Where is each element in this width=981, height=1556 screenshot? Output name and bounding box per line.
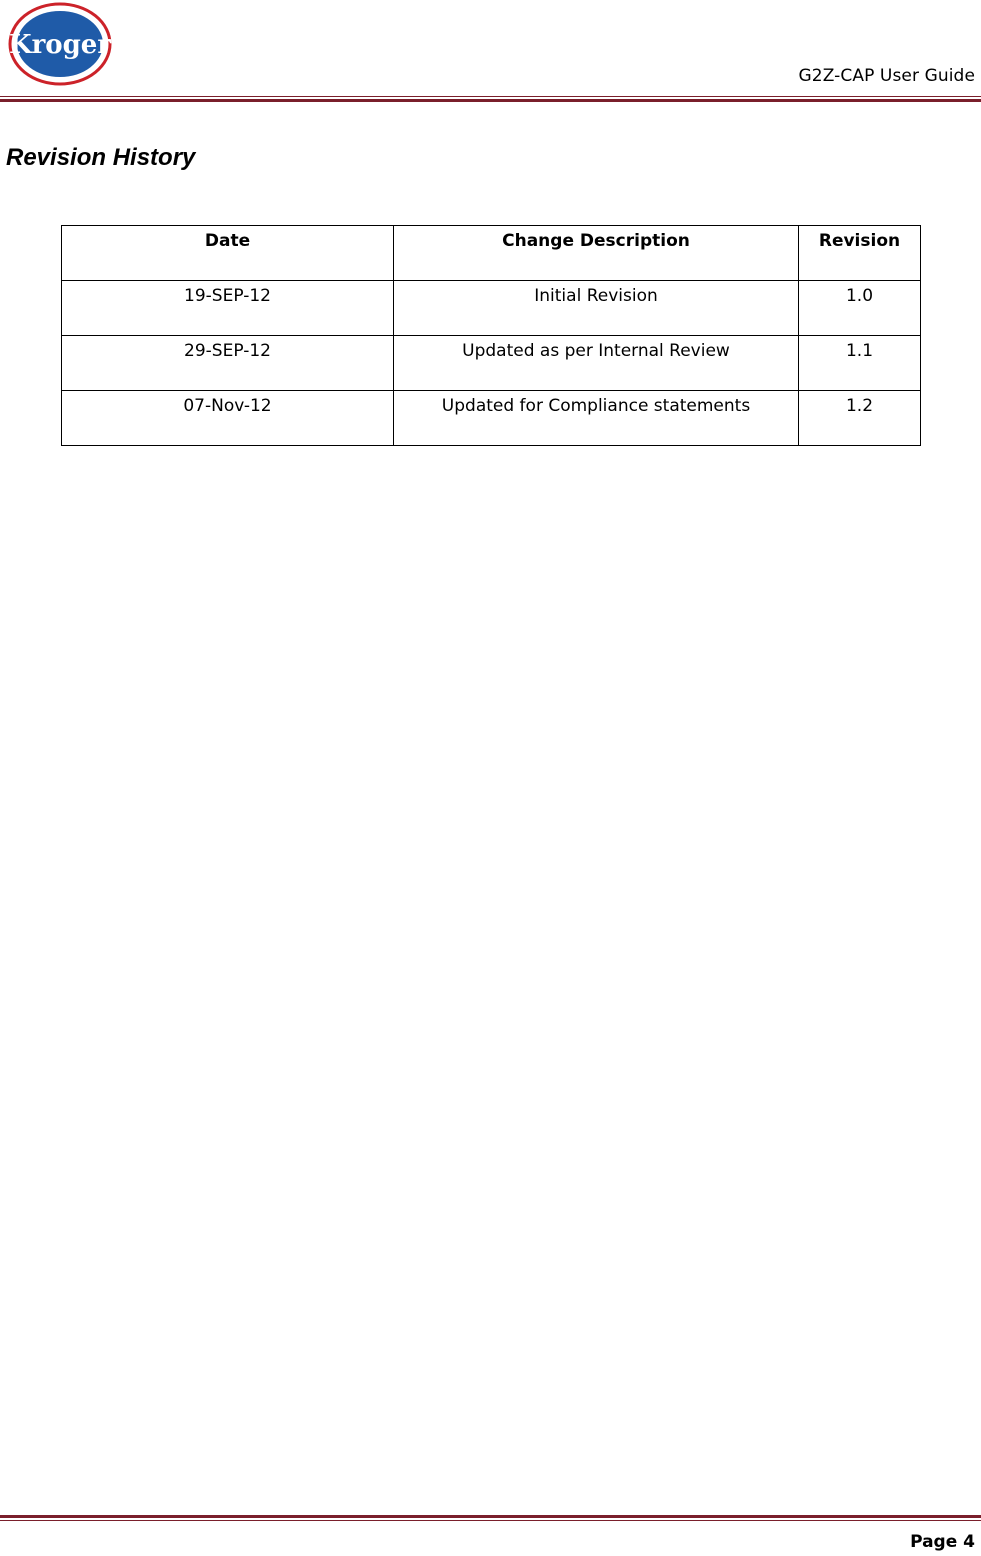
cell-change-description: Updated for Compliance statements [394, 391, 799, 446]
document-title: G2Z-CAP User Guide [798, 66, 975, 86]
table-row [62, 281, 921, 336]
column-header-change-description: Change Description [394, 226, 799, 281]
cell-date: 07-Nov-12 [62, 391, 394, 446]
cell-revision: 1.2 [799, 391, 921, 446]
cell-revision: 1.0 [799, 281, 921, 336]
section-heading: Revision History [6, 144, 196, 171]
cell-change-description: Updated as per Internal Review [394, 336, 799, 391]
logo-wordmark: Kroger [8, 30, 112, 60]
cell-date: 29-SEP-12 [62, 336, 394, 391]
cell-date: 19-SEP-12 [62, 281, 394, 336]
table-row [62, 336, 921, 391]
column-header-revision: Revision [799, 226, 921, 281]
cell-revision: 1.1 [799, 336, 921, 391]
cell-change-description: Initial Revision [394, 281, 799, 336]
revision-history-table [61, 225, 921, 446]
page-number: Page 4 [910, 1532, 975, 1552]
header-rule [0, 96, 981, 102]
column-header-date: Date [62, 226, 394, 281]
kroger-logo [8, 2, 112, 86]
table-row [62, 391, 921, 446]
footer-rule [0, 1515, 981, 1521]
table-header-row [62, 226, 921, 281]
